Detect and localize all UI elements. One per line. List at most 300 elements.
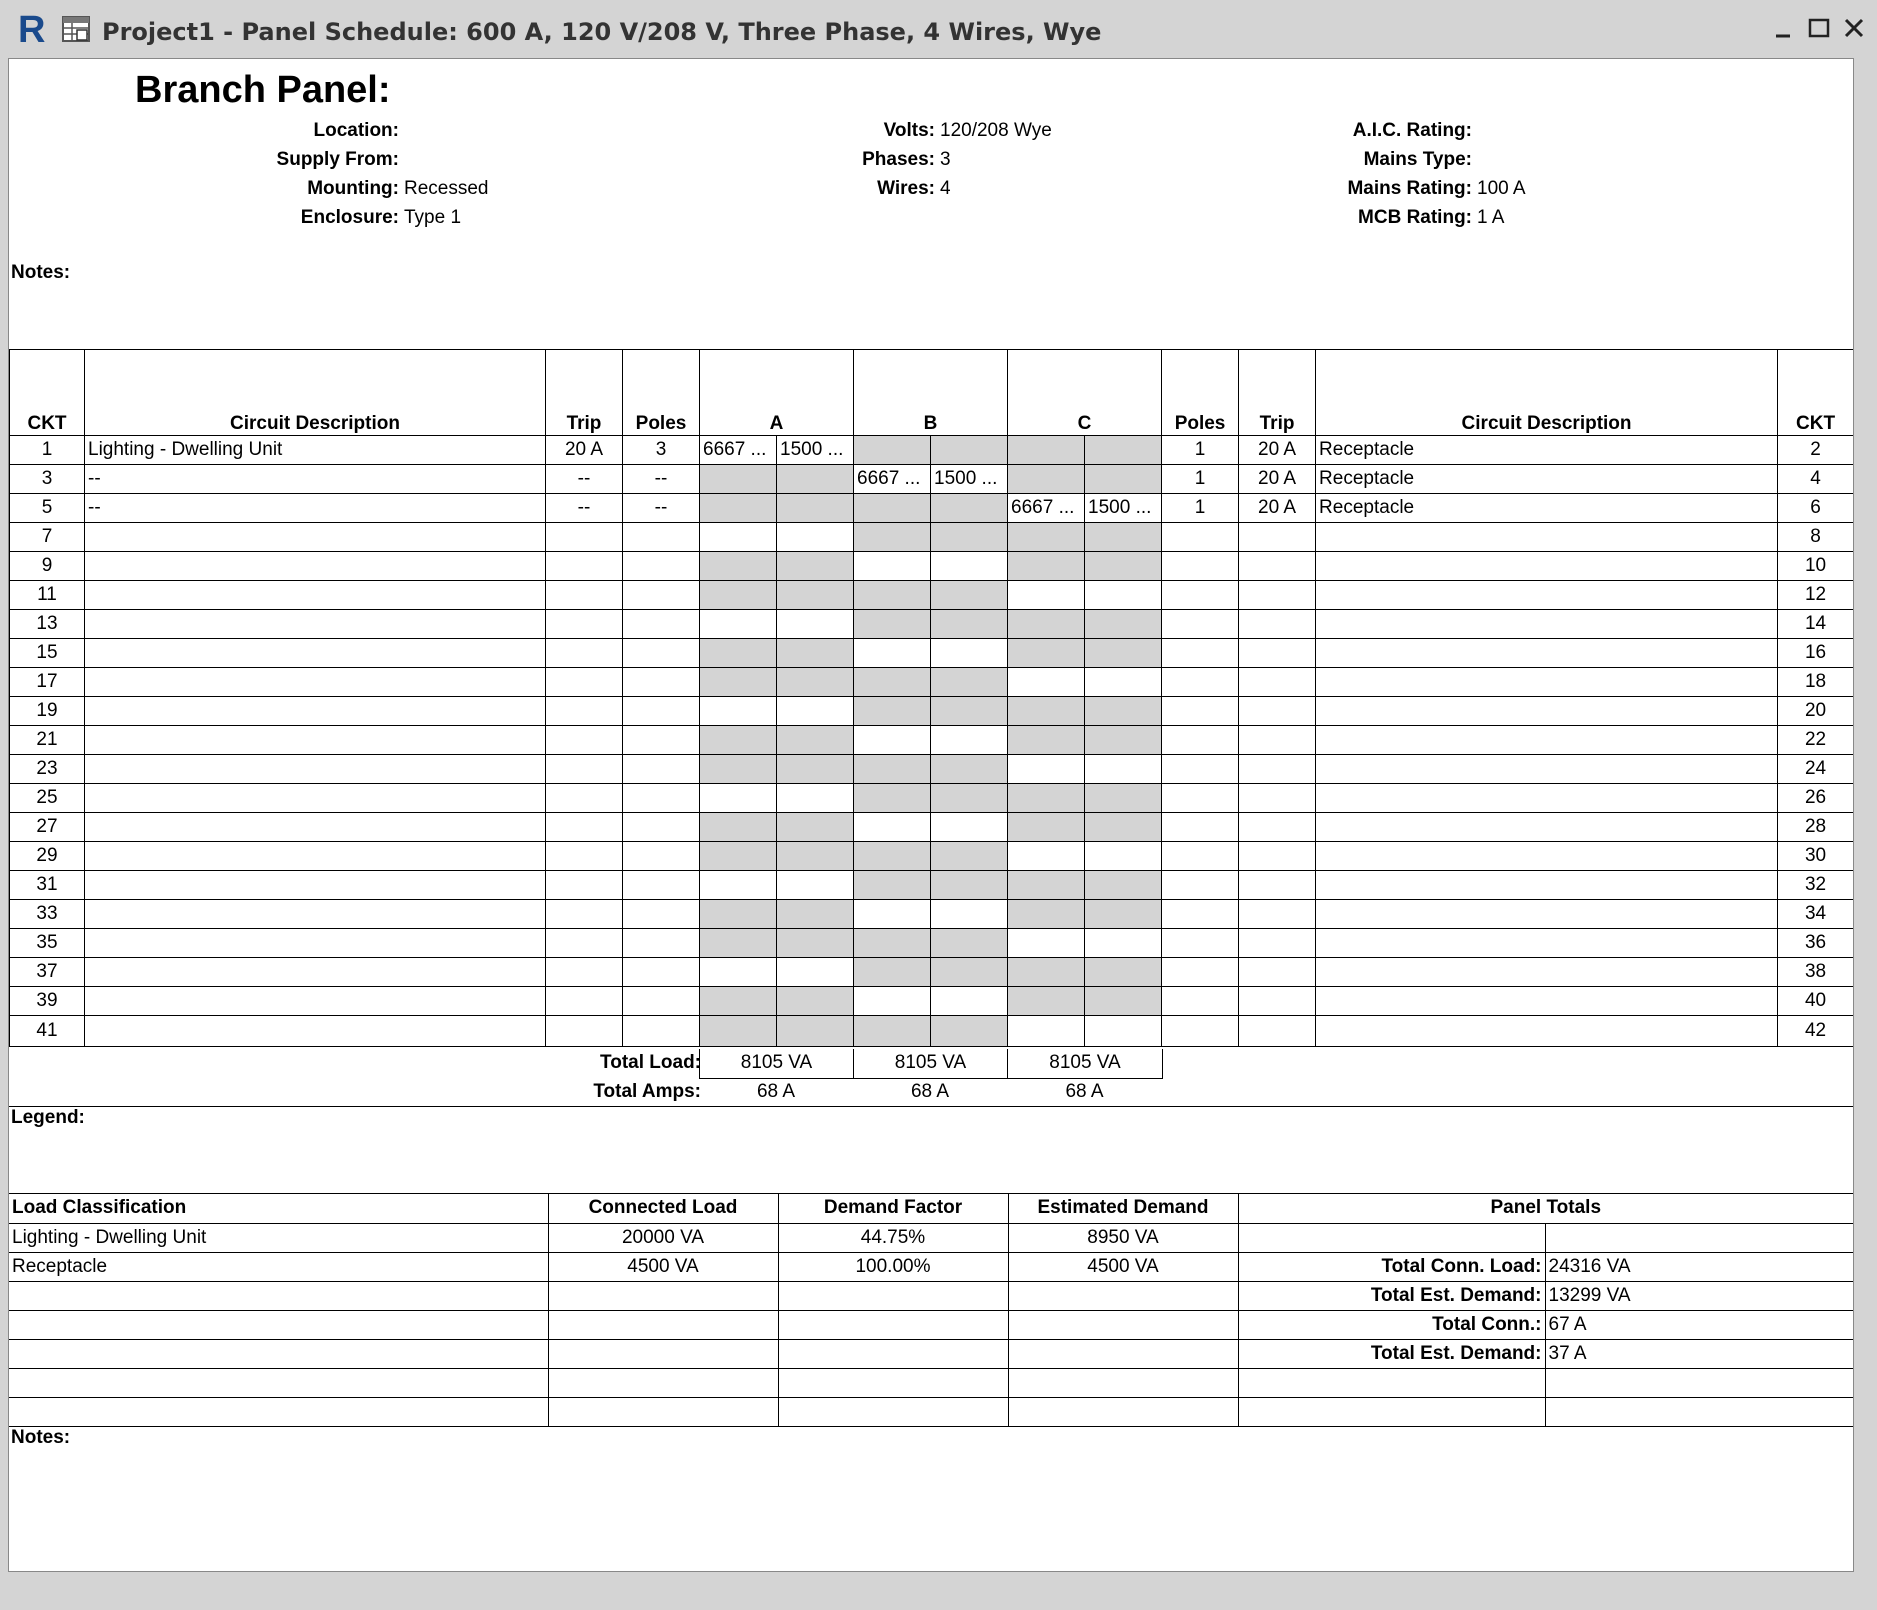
circuit-description-left [85,987,546,1016]
poles-left: 3 [623,436,700,465]
phase-b-load-right [931,523,1008,552]
poles-left [623,755,700,784]
phase-a-load-right [777,784,854,813]
wires-label: Wires: [877,178,935,199]
phase-a-load-left [700,552,777,581]
trip-right [1239,871,1316,900]
panel-total-label: Total Est. Demand: [1238,1339,1545,1368]
load-classification [9,1368,548,1397]
ckt-right: 16 [1778,639,1854,668]
ckt-right: 20 [1778,697,1854,726]
phase-a-load-left [700,929,777,958]
circuit-table [9,349,1854,1047]
phase-b-load-left [854,1016,931,1047]
trip-left [546,900,623,929]
phase-c-load-right [1085,552,1162,581]
poles-right [1162,610,1239,639]
phase-a-load-left [700,581,777,610]
wires-value: 4 [940,178,951,199]
phase-b-load-left [854,668,931,697]
circuit-description-left [85,813,546,842]
trip-left [546,726,623,755]
circuit-description-left [85,929,546,958]
circuit-row [10,929,1854,958]
total-amps-a: 68 A [756,1081,796,1102]
phase-a-load-right [777,987,854,1016]
phase-a-load-left [700,610,777,639]
demand-factor [778,1339,1008,1368]
trip-right [1239,552,1316,581]
circuit-description-right [1316,842,1778,871]
ckt-left: 21 [10,726,85,755]
maximize-icon[interactable] [1805,14,1833,42]
phase-b-load-left [854,697,931,726]
phase-a-load-right [777,929,854,958]
circuit-row [10,552,1854,581]
connected-load: 20000 VA [548,1223,778,1252]
phase-c-load-left [1008,784,1085,813]
phase-c-load-left [1008,552,1085,581]
phase-a-load-right [777,1016,854,1047]
trip-right [1239,900,1316,929]
circuit-description-left [85,726,546,755]
phase-c-load-right [1085,581,1162,610]
ckt-right: 18 [1778,668,1854,697]
ckt-right: 30 [1778,842,1854,871]
trip-left [546,1016,623,1047]
circuit-description-right [1316,755,1778,784]
poles-left [623,987,700,1016]
phase-b-load-left [854,929,931,958]
phase-c-load-left [1008,465,1085,494]
volts-value: 120/208 Wye [940,120,1052,141]
phase-b-load-left: 6667 ... [854,465,931,494]
phase-b-load-right [931,436,1008,465]
ckt-left: 15 [10,639,85,668]
poles-left: -- [623,465,700,494]
phase-b-load-right [931,958,1008,987]
circuit-description-right [1316,523,1778,552]
phase-b-load-left [854,639,931,668]
trip-left [546,987,623,1016]
phase-b-load-left [854,842,931,871]
ckt-right: 42 [1778,1016,1854,1047]
ckt-left: 41 [10,1016,85,1047]
phase-b-load-right [931,755,1008,784]
revit-logo-icon[interactable]: R [18,9,46,51]
phase-b-load-right [931,813,1008,842]
total-amps-label: Total Amps: [593,1081,701,1102]
poles-right [1162,813,1239,842]
trip-right [1239,639,1316,668]
circuit-description-right [1316,1016,1778,1047]
poles-right [1162,581,1239,610]
circuit-description-right [1316,581,1778,610]
poles-left [623,842,700,871]
phase-c-load-right [1085,755,1162,784]
trip-right [1239,1016,1316,1047]
circuit-description-right [1316,958,1778,987]
enclosure-value: Type 1 [404,207,462,228]
phase-a-load-right: 1500 ... [777,436,854,465]
phase-c-load-right [1085,697,1162,726]
poles-right: 1 [1162,465,1239,494]
phase-c-load-right [1085,987,1162,1016]
circuit-row [10,813,1854,842]
circuit-description-right [1316,610,1778,639]
phase-b-load-right: 1500 ... [931,465,1008,494]
poles-left [623,639,700,668]
circuit-description-right [1316,726,1778,755]
circuit-row [10,958,1854,987]
ckt-left: 1 [10,436,85,465]
ckt-left: 27 [10,813,85,842]
circuit-description-right [1316,668,1778,697]
notes-label: Notes: [11,262,71,283]
circuit-row [10,842,1854,871]
ckt-right: 4 [1778,465,1854,494]
connected-load [548,1339,778,1368]
phase-b-load-right [931,552,1008,581]
demand-factor: 44.75% [778,1223,1008,1252]
ckt-right: 24 [1778,755,1854,784]
panel-total-label: Total Conn. Load: [1238,1252,1545,1281]
phase-a-load-left [700,900,777,929]
phase-a-load-left [700,871,777,900]
circuit-description-right: Receptacle [1316,494,1778,523]
poles-header-right: Poles [1162,350,1239,436]
circuit-description-left [85,523,546,552]
phase-b-load-left [854,610,931,639]
circuit-row [10,436,1854,465]
trip-right [1239,581,1316,610]
phase-a-load-right [777,842,854,871]
poles-left [623,697,700,726]
phase-b-load-right [931,929,1008,958]
phase-b-load-right [931,581,1008,610]
phase-b-load-right [931,726,1008,755]
phase-b-load-left [854,987,931,1016]
poles-right [1162,523,1239,552]
circuit-description-left [85,784,546,813]
ckt-right: 10 [1778,552,1854,581]
demand-factor [778,1397,1008,1426]
phase-c-load-right [1085,871,1162,900]
trip-header-right: Trip [1239,350,1316,436]
estimated-demand [1008,1310,1238,1339]
enclosure-label: Enclosure: [300,207,399,228]
phase-a-load-left [700,755,777,784]
trip-left: 20 A [546,436,623,465]
connected-load-header: Connected Load [548,1194,778,1223]
load-summary-header [9,1194,1853,1223]
mcb-rating-value: 1 A [1477,207,1505,228]
total-amps-b: 68 A [910,1081,950,1102]
poles-left [623,726,700,755]
estimated-demand [1008,1368,1238,1397]
ckt-left: 37 [10,958,85,987]
phase-a-load-right [777,552,854,581]
phase-b-load-right [931,610,1008,639]
trip-right [1239,987,1316,1016]
poles-left: -- [623,494,700,523]
phase-c-load-left [1008,639,1085,668]
ckt-left: 29 [10,842,85,871]
phase-b-load-left [854,581,931,610]
panel-total-value [1545,1397,1853,1426]
phase-a-load-left [700,465,777,494]
ckt-left: 13 [10,610,85,639]
phase-c-load-left [1008,726,1085,755]
poles-right [1162,784,1239,813]
poles-header-left: Poles [623,350,700,436]
page-title: Branch Panel: [135,69,391,111]
phase-b-load-right [931,494,1008,523]
trip-right [1239,697,1316,726]
mounting-label: Mounting: [307,178,399,199]
minimize-icon[interactable] [1770,14,1798,42]
circuit-description-left [85,668,546,697]
total-amps-c: 68 A [1065,1081,1104,1102]
trip-left [546,581,623,610]
ckt-left: 5 [10,494,85,523]
mains-type-label: Mains Type: [1363,149,1472,170]
phase-a-load-left [700,523,777,552]
ckt-left: 39 [10,987,85,1016]
ckt-right: 38 [1778,958,1854,987]
poles-left [623,871,700,900]
phase-a-load-left [700,668,777,697]
phase-b-load-left [854,871,931,900]
circuit-description-right: Receptacle [1316,465,1778,494]
close-icon[interactable] [1840,14,1868,42]
poles-right [1162,929,1239,958]
phase-a-load-right [777,813,854,842]
trip-right [1239,842,1316,871]
circuit-description-right [1316,871,1778,900]
circuit-row [10,755,1854,784]
ckt-left: 25 [10,784,85,813]
phase-c-load-right [1085,813,1162,842]
ckt-left: 35 [10,929,85,958]
load-classification [9,1281,548,1310]
mounting-value: Recessed [404,178,489,199]
phase-a-load-right [777,871,854,900]
poles-right [1162,871,1239,900]
phase-a-header: A [700,350,854,436]
ckt-right: 28 [1778,813,1854,842]
ckt-left: 7 [10,523,85,552]
phase-c-load-right [1085,900,1162,929]
phase-b-load-left [854,726,931,755]
phase-a-load-left [700,494,777,523]
estimated-demand [1008,1281,1238,1310]
total-load-label: Total Load: [600,1052,701,1073]
phase-b-load-right [931,697,1008,726]
ckt-left: 9 [10,552,85,581]
phase-c-header: C [1008,350,1162,436]
phase-a-load-left [700,784,777,813]
poles-right: 1 [1162,494,1239,523]
total-load-cells [699,1049,1163,1079]
circuit-description-left [85,755,546,784]
phase-c-load-left [1008,842,1085,871]
poles-right [1162,900,1239,929]
panel-totals-header: Panel Totals [1238,1194,1853,1223]
poles-right [1162,726,1239,755]
mains-rating-label: Mains Rating: [1347,178,1472,199]
phase-c-load-right [1085,842,1162,871]
ckt-right: 34 [1778,900,1854,929]
circuit-description-left [85,639,546,668]
poles-right [1162,755,1239,784]
phase-a-load-left [700,958,777,987]
trip-left [546,929,623,958]
total-load-a: 8105 VA [700,1049,854,1078]
window-titlebar [0,0,1877,58]
trip-left [546,552,623,581]
phase-a-load-right [777,494,854,523]
poles-right [1162,987,1239,1016]
ckt-right: 6 [1778,494,1854,523]
desc-header-right: Circuit Description [1316,350,1778,436]
location-label: Location: [313,120,399,141]
totals-divider [9,1106,1853,1107]
load-summary-row [9,1310,1853,1339]
phase-c-load-left: 6667 ... [1008,494,1085,523]
circuit-description-left [85,581,546,610]
circuit-description-left [85,871,546,900]
trip-right: 20 A [1239,494,1316,523]
circuit-row [10,668,1854,697]
ckt-right: 32 [1778,871,1854,900]
poles-left [623,784,700,813]
phase-a-load-right [777,726,854,755]
phase-c-load-left [1008,436,1085,465]
phase-c-load-left [1008,987,1085,1016]
phase-c-load-right [1085,1016,1162,1047]
circuit-description-right [1316,552,1778,581]
phase-c-load-left [1008,523,1085,552]
ckt-left: 23 [10,755,85,784]
poles-left [623,552,700,581]
phase-a-load-left [700,1016,777,1047]
ckt-right: 40 [1778,987,1854,1016]
desc-header-left: Circuit Description [85,350,546,436]
circuit-description-left [85,610,546,639]
phase-a-load-right [777,465,854,494]
ckt-right: 8 [1778,523,1854,552]
circuit-description-left: Lighting - Dwelling Unit [85,436,546,465]
phase-c-load-left [1008,929,1085,958]
ckt-left: 11 [10,581,85,610]
poles-right [1162,842,1239,871]
circuit-description-right [1316,639,1778,668]
demand-factor-header: Demand Factor [778,1194,1008,1223]
phase-c-load-right [1085,436,1162,465]
circuit-description-left [85,900,546,929]
circuit-description-right [1316,929,1778,958]
phase-b-load-right [931,842,1008,871]
legend-label: Legend: [11,1107,85,1128]
poles-left [623,668,700,697]
panel-schedule-icon [62,16,90,42]
load-classification: Receptacle [9,1252,548,1281]
poles-right [1162,958,1239,987]
ckt-left: 31 [10,871,85,900]
trip-right [1239,668,1316,697]
ckt-header-left: CKT [10,350,85,436]
phase-a-load-right [777,668,854,697]
phase-b-load-left [854,813,931,842]
trip-right [1239,958,1316,987]
trip-header-left: Trip [546,350,623,436]
window-title: Project1 - Panel Schedule: 600 A, 120 V/208 V, Three Phase, 4 Wires, Wye [102,18,1102,46]
phase-c-load-right [1085,958,1162,987]
phase-a-load-left: 6667 ... [700,436,777,465]
panel-total-value [1545,1223,1853,1252]
phase-b-load-right [931,900,1008,929]
phase-c-load-right [1085,523,1162,552]
circuit-row [10,494,1854,523]
phase-c-load-left [1008,871,1085,900]
phase-b-load-right [931,784,1008,813]
load-summary-row [9,1339,1853,1368]
total-load-c: 8105 VA [1008,1049,1163,1078]
phase-b-load-left [854,900,931,929]
circuit-row [10,987,1854,1016]
trip-right [1239,755,1316,784]
trip-right [1239,610,1316,639]
poles-left [623,958,700,987]
demand-factor [778,1281,1008,1310]
poles-left [623,813,700,842]
circuit-row [10,581,1854,610]
circuit-description-right [1316,813,1778,842]
ckt-right: 36 [1778,929,1854,958]
phase-a-load-left [700,726,777,755]
poles-left [623,523,700,552]
trip-left [546,842,623,871]
circuit-row [10,900,1854,929]
trip-left [546,523,623,552]
trip-right [1239,813,1316,842]
trip-left [546,958,623,987]
phase-b-load-right [931,668,1008,697]
circuit-description-left [85,958,546,987]
phase-c-load-left [1008,755,1085,784]
ckt-left: 19 [10,697,85,726]
load-classification: Lighting - Dwelling Unit [9,1223,548,1252]
connected-load [548,1397,778,1426]
circuit-description-left [85,842,546,871]
phase-c-load-left [1008,697,1085,726]
load-summary-table [9,1194,1853,1427]
demand-factor: 100.00% [778,1252,1008,1281]
phase-a-load-right [777,610,854,639]
circuit-row [10,610,1854,639]
circuit-row [10,697,1854,726]
poles-right [1162,668,1239,697]
phase-b-load-left [854,523,931,552]
estimated-demand: 8950 VA [1008,1223,1238,1252]
poles-right [1162,552,1239,581]
load-summary-row [9,1368,1853,1397]
phase-c-load-left [1008,610,1085,639]
poles-left [623,1016,700,1047]
panel-schedule-sheet [8,58,1854,1572]
ckt-right: 12 [1778,581,1854,610]
